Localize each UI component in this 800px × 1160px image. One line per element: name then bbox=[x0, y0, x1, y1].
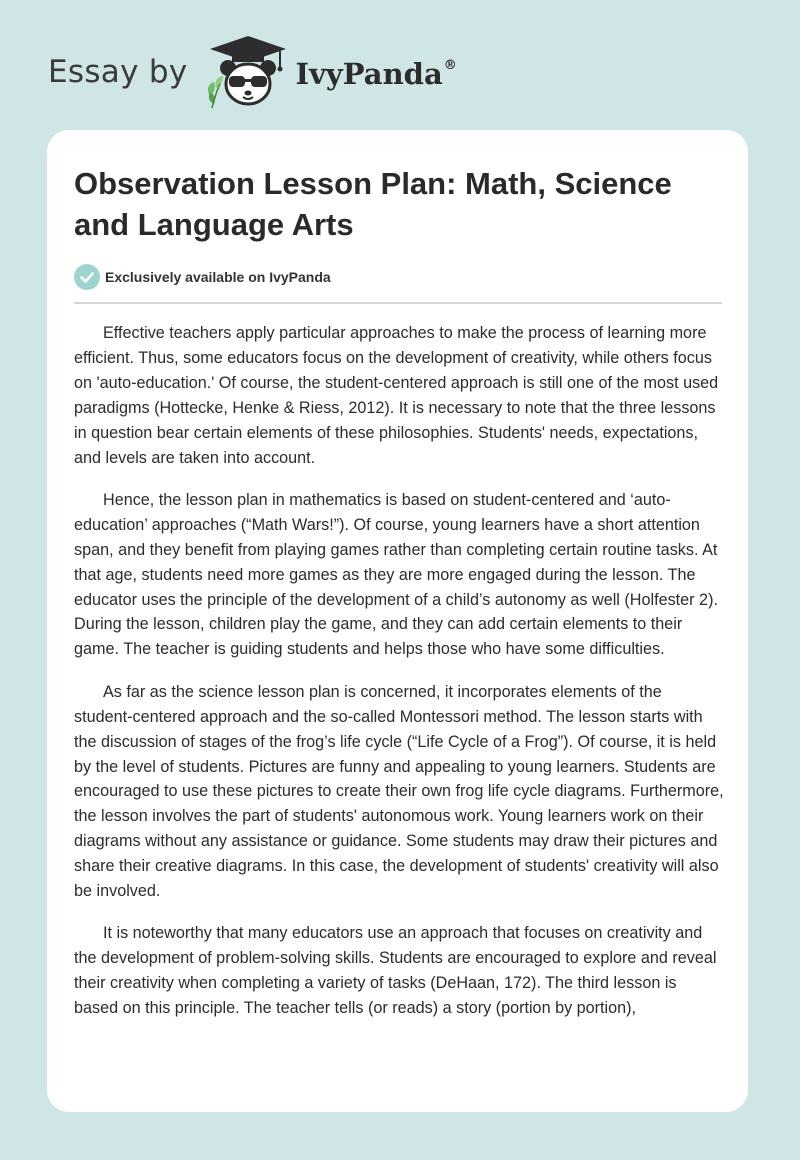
paragraph: Effective teachers apply particular approaches to make the process of learning more efficient. Thus, some educators focus on the development of creativity, while others focus on 'auto-education.' Of course, the student-centered approach is still one of the most used paradigms (Hottecke, Henke & Riess, 2012). It is necessary to note that the three lessons in question bear certain elements of these philosophies. Students' needs, expectations, and levels are taken into account. bbox=[74, 324, 719, 467]
essay-card bbox=[47, 130, 748, 1112]
registered-mark: ® bbox=[443, 58, 457, 74]
paragraph: Hence, the lesson plan in mathematics is based on student-centered and ‘auto-education’ approaches (“Math Wars!”). Of course, young learners have a short attention span, and they benefit from playing games rather than completing certain routine tasks. At that age, students need more games as they are more engaged during the lesson. The educator uses the principle of the development of a child’s autonomy as well (Holfester 2). During the lesson, children play the game, and they can add certain elements to their game. The teacher is guiding students and helps those who have some difficulties. bbox=[74, 490, 718, 659]
divider bbox=[74, 302, 722, 304]
paragraph: It is noteworthy that many educators use an approach that focuses on creativity and the development of problem-solving skills. Students are encouraged to explore and reveal their creativity when completing a variety of tasks (DeHaan, 172). The third lesson is based on this principle. The teacher tells (or reads) a story (portion by portion), bbox=[74, 924, 717, 1018]
essay-by-label: Essay by bbox=[48, 54, 188, 90]
exclusive-badge-label: Exclusively available on IvyPanda bbox=[105, 269, 331, 285]
paragraph: As far as the science lesson plan is concerned, it incorporates elements of the student-centered approach and the so-called Montessori method. The lesson starts with the discussion of stages of the frog’s life cycle (“Life Cycle of a Frog”). Of course, it is held by the level of students. Pictures are funny and appealing to young learners. Students are encouraged to use these pictures to create their own frog life cycle diagrams. Furthermore, the lesson involves the part of students' autonomous work. Young learners work on their diagrams without any assistance or guidance. Some students may draw their pictures and share their creative diagrams. In this case, the development of students' creativity will also be involved. bbox=[74, 682, 724, 901]
check-circle-icon bbox=[74, 264, 100, 290]
essay-body bbox=[74, 321, 724, 1039]
brand-name[interactable]: IvyPanda® bbox=[295, 57, 457, 91]
site-header bbox=[48, 34, 457, 110]
essay-title: Observation Lesson Plan: Math, Science and Language Arts bbox=[74, 166, 672, 242]
exclusive-badge bbox=[74, 264, 331, 290]
panda-graduate-icon[interactable] bbox=[202, 34, 294, 110]
